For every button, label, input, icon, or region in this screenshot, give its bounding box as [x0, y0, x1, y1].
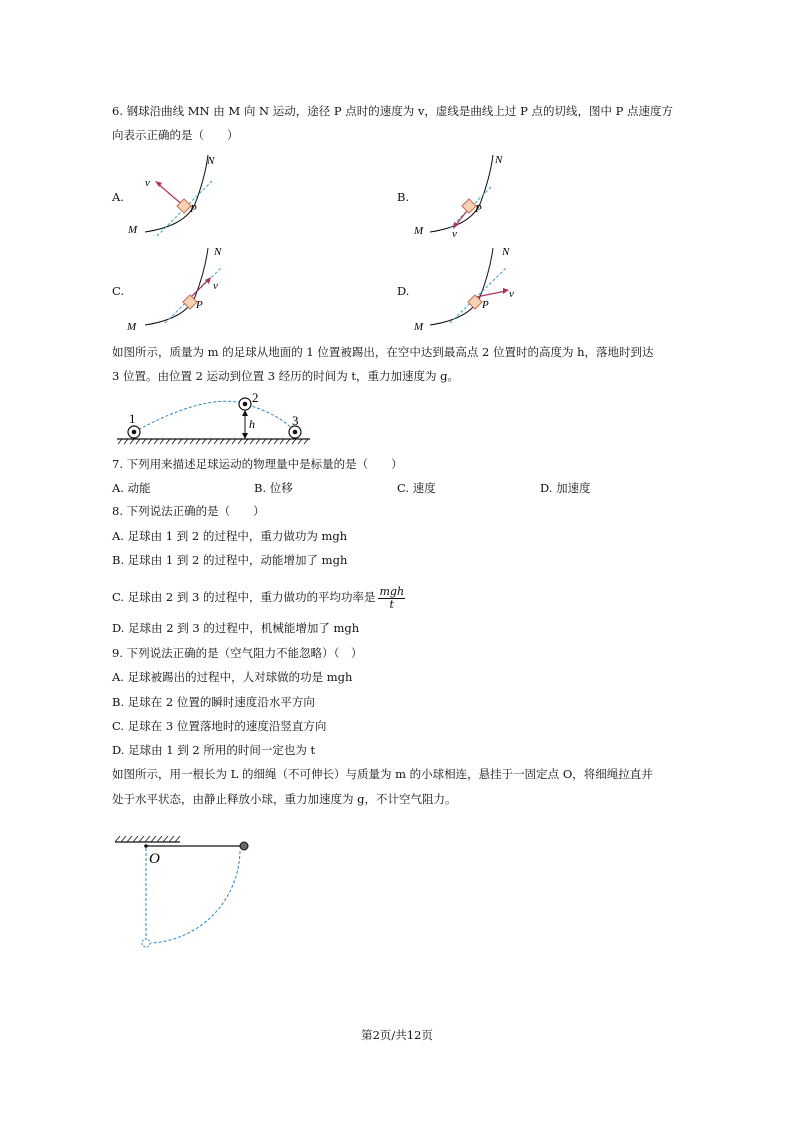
context2-line2: 处于水平状态，由静止释放小球，重力加速度为 g，不计空气阻力。: [112, 792, 457, 806]
label-m: M: [128, 224, 138, 236]
label-m: M: [414, 321, 424, 333]
q8-option-c: [112, 582, 405, 612]
label-position-1: 1: [129, 411, 136, 426]
fraction-numerator: mgh: [379, 584, 405, 598]
velocity-arrow: [476, 291, 506, 297]
pivot-point: [144, 844, 148, 848]
label-n: N: [214, 246, 222, 258]
label-m: M: [414, 225, 424, 237]
ground-hatching: [118, 439, 308, 444]
q7-stem: 7. 下列用来描述足球运动的物理量中是标量的是（ ）: [112, 457, 403, 471]
label-position-2: 2: [252, 390, 259, 405]
label-v: v: [213, 280, 218, 292]
ceiling-hatching: [115, 836, 180, 842]
label-n: N: [495, 154, 503, 166]
tangent-line: [450, 268, 506, 323]
q6-option-a-label: A.: [112, 190, 124, 204]
q8-option-b: B. 足球由 1 到 2 的过程中，动能增加了 mgh: [112, 553, 348, 567]
steel-ball-block: [462, 199, 476, 213]
curve-mn: [145, 248, 208, 325]
label-n: N: [207, 155, 215, 167]
label-p: P: [475, 203, 482, 215]
fraction-mgh-over-t: [378, 586, 405, 611]
ball-position-1: [128, 426, 140, 438]
page-footer: 第2页/共12页: [361, 1028, 433, 1042]
q6-figure-d: [410, 243, 525, 338]
q8-option-c-text: C. 足球由 2 到 3 的过程中，重力做功的平均功率是: [112, 590, 376, 604]
context1-line2: 3 位置。由位置 2 运动到位置 3 经历的时间为 t，重力加速度为 g。: [112, 369, 460, 383]
q6-option-b-label: B.: [397, 190, 410, 204]
label-n: N: [502, 246, 510, 258]
label-o: O: [149, 851, 160, 867]
q6-option-c-label: C.: [112, 284, 125, 298]
q9-option-b: B. 足球在 2 位置的瞬时速度沿水平方向: [112, 695, 315, 709]
label-v: v: [145, 177, 150, 189]
label-position-3: 3: [292, 413, 299, 428]
q7-option-d: D. 加速度: [540, 481, 591, 495]
fraction-denominator: t: [389, 597, 394, 611]
trajectory-path: [134, 401, 295, 432]
q7-option-b: B. 位移: [254, 481, 293, 495]
pendulum-figure: [112, 832, 257, 957]
q6-figure-a: [125, 150, 235, 245]
label-p: P: [190, 203, 197, 215]
curve-mn: [430, 248, 493, 325]
ball-position-2: [239, 398, 251, 410]
label-p: P: [482, 299, 489, 311]
q6-option-d-label: D.: [397, 284, 410, 298]
q6-figure-c: [125, 243, 235, 338]
q6-figure-b: [410, 150, 520, 245]
swing-arc-dashed: [151, 851, 240, 943]
q8-stem: 8. 下列说法正确的是（ ）: [112, 504, 265, 518]
ball-initial-position: [240, 842, 248, 850]
q7-option-c: C. 速度: [397, 481, 436, 495]
q8-option-d: D. 足球由 2 到 3 的过程中，机械能增加了 mgh: [112, 621, 360, 635]
q9-option-a: A. 足球被踢出的过程中，人对球做的功是 mgh: [112, 670, 353, 684]
label-height-h: h: [249, 417, 255, 431]
context1-line1: 如图所示，质量为 m 的足球从地面的 1 位置被踢出，在空中达到最高点 2 位置时的高度为 h，落地时到达: [112, 345, 654, 359]
football-trajectory-figure: [112, 390, 317, 450]
q6-stem-line2: 向表示正确的是（ ）: [112, 128, 239, 142]
q9-stem: 9. 下列说法正确的是（空气阻力不能忽略）（ ）: [112, 646, 363, 660]
ball-lowest-position: [142, 939, 150, 947]
q7-option-a: A. 动能: [112, 481, 151, 495]
curve-mn: [430, 155, 493, 232]
height-arrow-up: [242, 410, 248, 416]
label-m: M: [127, 321, 137, 333]
q6-stem-line1: 6. 钢球沿曲线 MN 由 M 向 N 运动，途径 P 点时的速度为 v，虚线是曲线上过 P 点的切线，图中 P 点速度方: [112, 104, 674, 118]
steel-ball-block: [177, 199, 191, 213]
height-arrow-down: [242, 433, 248, 439]
label-v: v: [452, 228, 457, 240]
curve-mn: [145, 155, 208, 232]
q9-option-d: D. 足球由 1 到 2 所用的时间一定也为 t: [112, 743, 316, 757]
q8-option-a: A. 足球由 1 到 2 的过程中，重力做功为 mgh: [112, 529, 348, 543]
context2-line1: 如图所示，用一根长为 L 的细绳（不可伸长）与质量为 m 的小球相连，悬挂于一固定点 O，将细绳拉直并: [112, 767, 653, 781]
label-v: v: [509, 288, 514, 300]
label-p: P: [196, 299, 203, 311]
q9-option-c: C. 足球在 3 位置落地时的速度沿竖直方向: [112, 719, 327, 733]
